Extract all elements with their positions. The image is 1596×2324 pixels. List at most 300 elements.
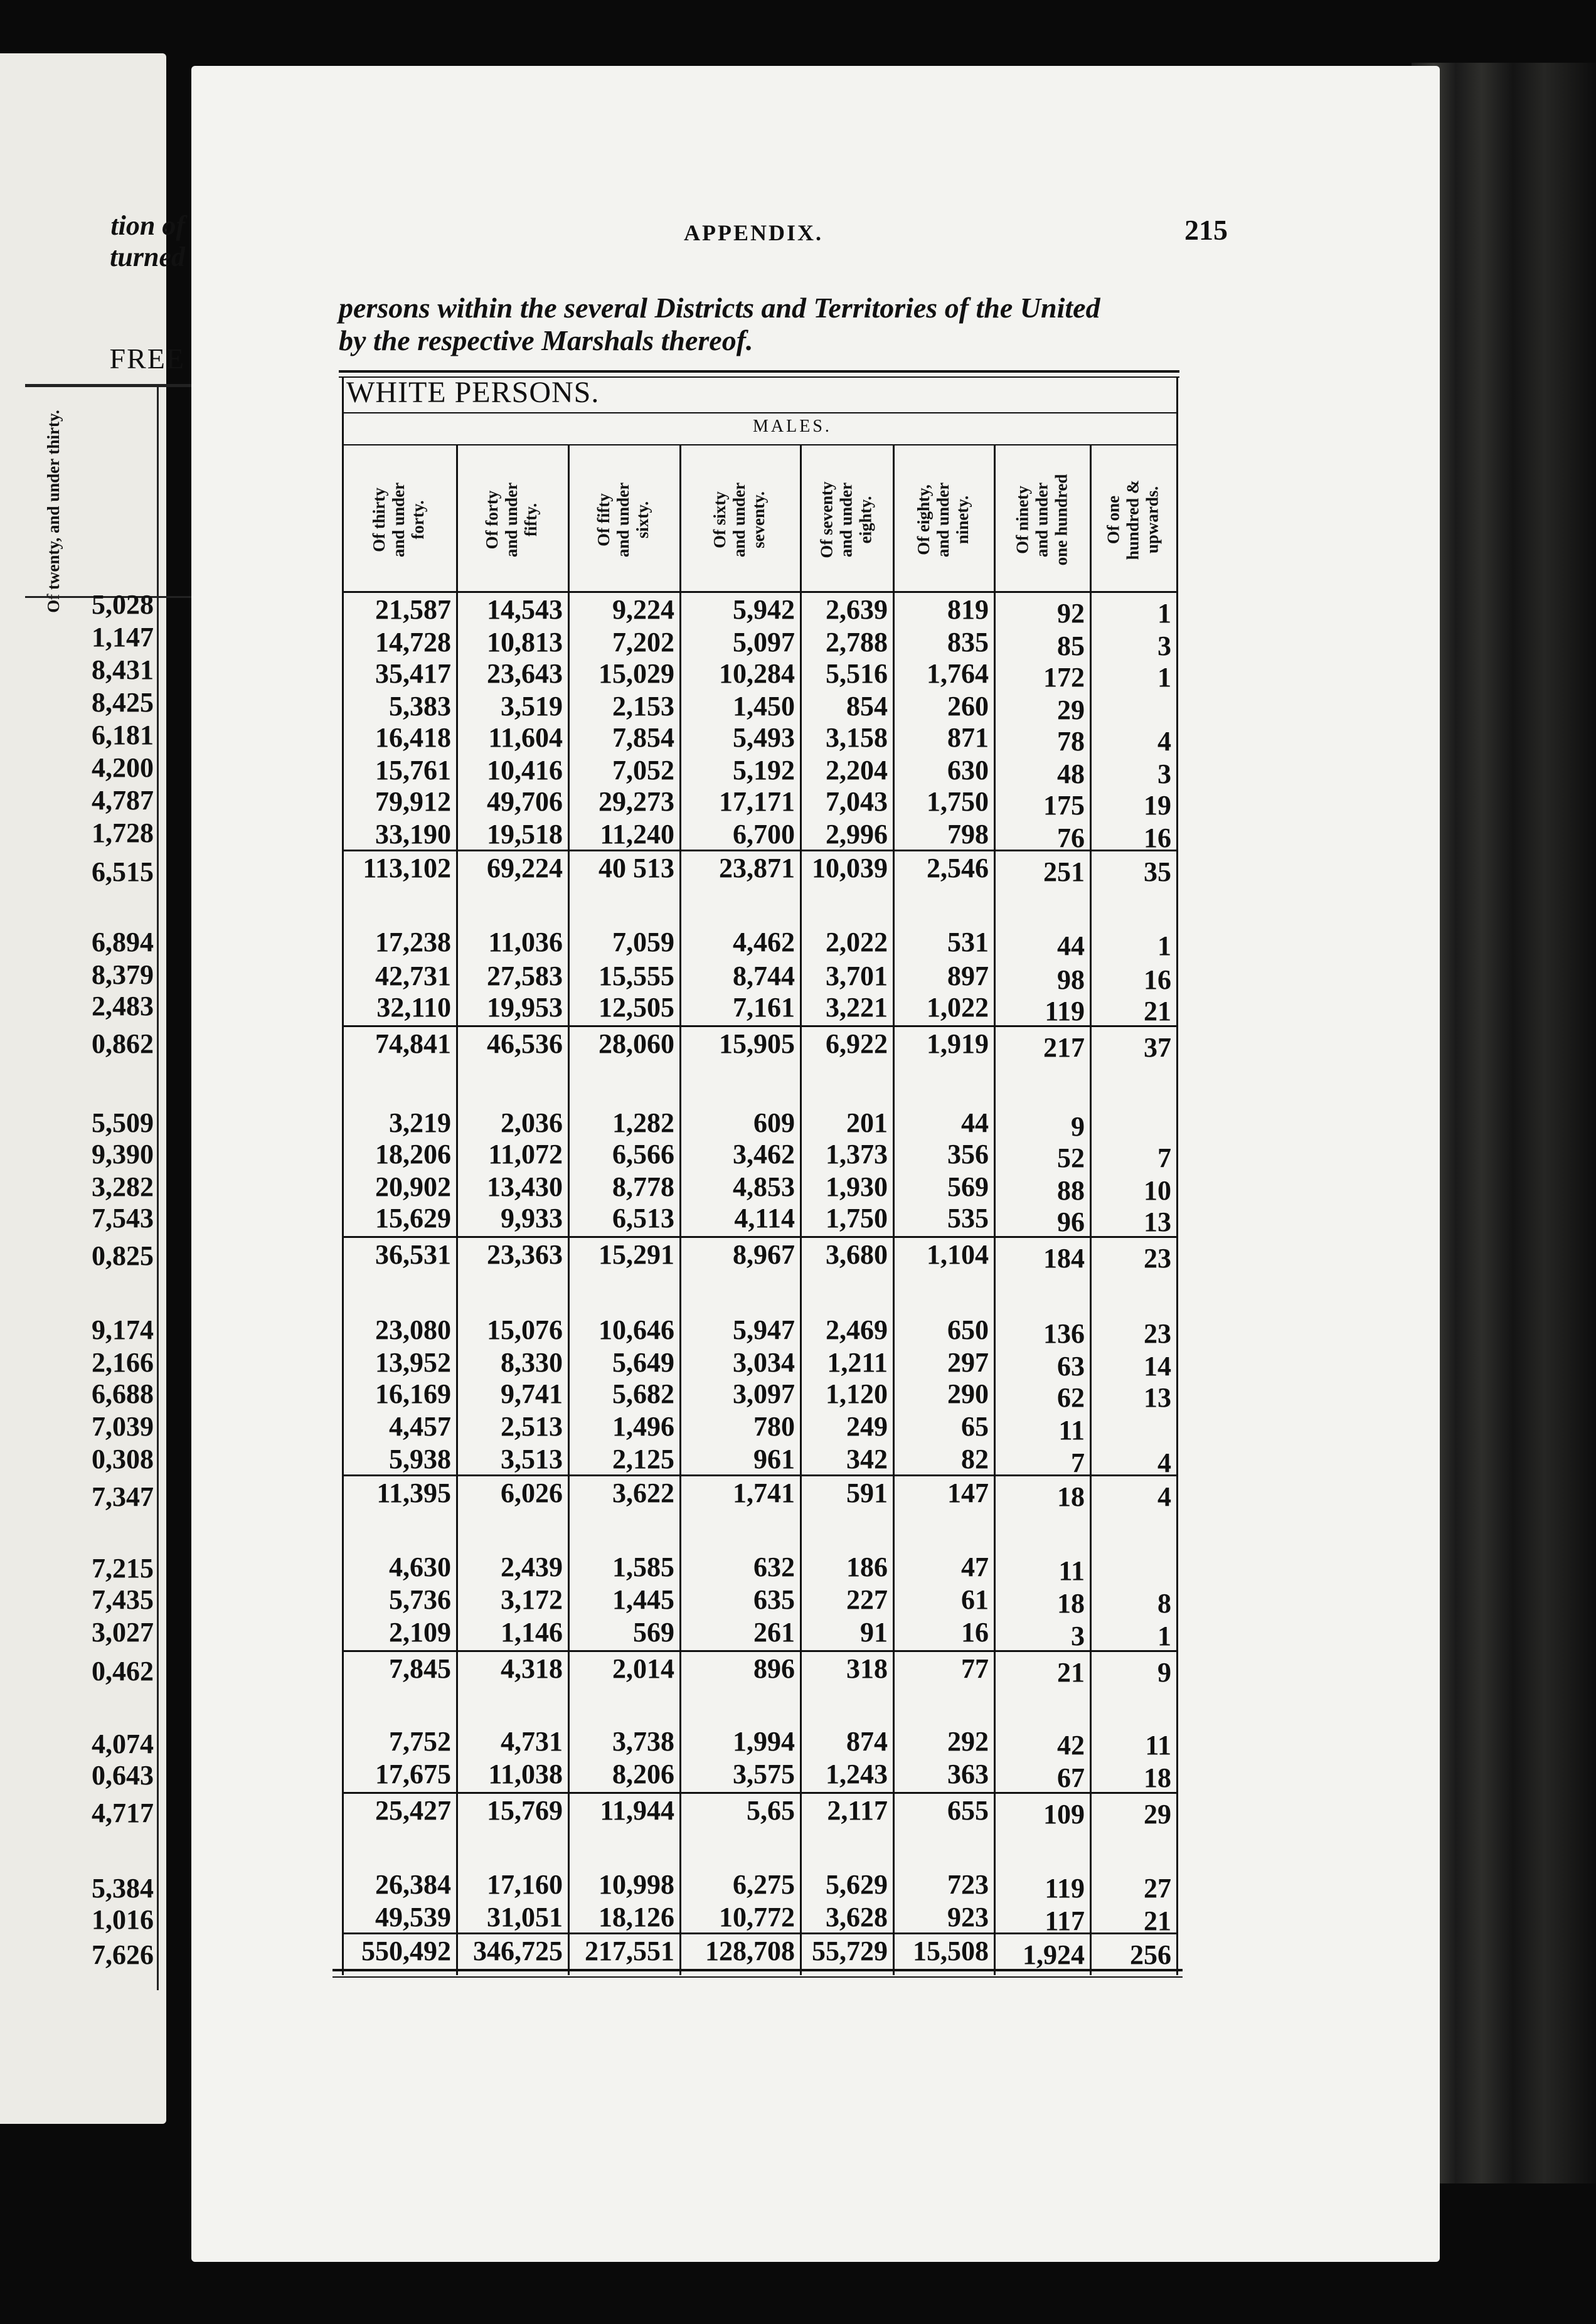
- left-column-value: 7,215: [92, 1553, 154, 1584]
- left-column-value: 0,862: [92, 1028, 154, 1059]
- table-cell: 11,240: [600, 819, 674, 850]
- table-cell: 2,996: [826, 819, 888, 850]
- table-cell: 63: [1057, 1351, 1085, 1382]
- table-cell: 76: [1057, 823, 1085, 853]
- table-cell: 8,778: [612, 1171, 674, 1202]
- table-cell: 5,097: [733, 627, 795, 658]
- column-header-text: Of seventy and under eighty.: [817, 481, 875, 558]
- table-cell: 6,566: [612, 1139, 674, 1170]
- left-column-value: 5,384: [92, 1873, 154, 1904]
- table-cell: 29,273: [598, 786, 674, 817]
- table-cell: 897: [947, 961, 989, 991]
- table-cell: 569: [633, 1617, 674, 1648]
- table-cell: 96: [1057, 1207, 1085, 1237]
- subtotal-cell: 6,922: [826, 1028, 888, 1059]
- subtotal-cell: 36,531: [375, 1239, 451, 1270]
- table-cell: 201: [846, 1107, 888, 1138]
- table-cell: 6,275: [733, 1869, 795, 1900]
- left-column-value: 7,039: [92, 1411, 154, 1442]
- table-cell: 175: [1043, 790, 1085, 821]
- left-column-value: 4,717: [92, 1798, 154, 1828]
- column-header: [679, 450, 800, 589]
- table-cell: 16,418: [375, 722, 451, 753]
- table-cell: 2,788: [826, 627, 888, 658]
- table-cell: 11: [1058, 1555, 1085, 1586]
- page-number: 215: [1184, 214, 1228, 246]
- column-header: [342, 450, 456, 589]
- table-cell: 27: [1144, 1873, 1171, 1904]
- subtotal-cell: 113,102: [363, 853, 451, 883]
- left-column-header-text: Of twenty, and under thirty.: [44, 410, 63, 613]
- column-header-text: Of eighty, and under ninety.: [914, 482, 972, 557]
- table-cell: 2,469: [826, 1314, 888, 1345]
- table-cell: 18,206: [375, 1139, 451, 1170]
- table-cell: 3,462: [733, 1139, 795, 1170]
- table-cell: 3: [1071, 1621, 1085, 1651]
- table-cell: 227: [846, 1584, 888, 1615]
- table-cell: 3,172: [501, 1584, 563, 1615]
- left-column-value: 2,166: [92, 1347, 154, 1378]
- subtotal-cell: 896: [753, 1653, 795, 1684]
- subtotal-cell: 1,924: [1023, 1939, 1085, 1970]
- table-cell: 44: [1057, 930, 1085, 961]
- table-cell: 18: [1144, 1762, 1171, 1793]
- table-caption: [339, 292, 1248, 357]
- table-cell: 650: [947, 1314, 989, 1345]
- subtotal-cell: 3,622: [612, 1478, 674, 1508]
- table-cell: 7,059: [612, 927, 674, 957]
- table-cell: 871: [947, 722, 989, 753]
- subtotal-cell: 1,104: [927, 1239, 989, 1270]
- table-cell: 4,457: [389, 1411, 451, 1442]
- left-column-value: 4,787: [92, 785, 154, 816]
- table-cell: 5,947: [733, 1314, 795, 1345]
- table-cell: 2,022: [826, 927, 888, 957]
- table-cell: 5,938: [389, 1444, 451, 1474]
- subtotal-cell: 35: [1144, 856, 1171, 887]
- table-cell: 1,120: [826, 1378, 888, 1409]
- subtotal-cell: 15,291: [598, 1239, 674, 1270]
- table-cell: 117: [1045, 1906, 1085, 1936]
- table-cell: 1,750: [826, 1203, 888, 1234]
- table-cell: 290: [947, 1378, 989, 1409]
- table-cell: 67: [1057, 1762, 1085, 1793]
- table-cell: 4: [1157, 726, 1171, 757]
- subtotal-cell: 128,708: [705, 1936, 795, 1966]
- table-cell: 1,994: [733, 1726, 795, 1757]
- table-cell: 92: [1057, 598, 1085, 629]
- column-header: [800, 450, 893, 589]
- table-cell: 1: [1157, 662, 1171, 693]
- table-cell: 5,493: [733, 722, 795, 753]
- table-cell: 23,643: [487, 658, 563, 689]
- subtotal-cell: 184: [1043, 1243, 1085, 1274]
- table-cell: 5,682: [612, 1378, 674, 1409]
- table-cell: 42,731: [375, 961, 451, 991]
- table-cell: 874: [846, 1726, 888, 1757]
- column-header-text: Of ninety and under one hundred: [1013, 474, 1070, 565]
- subtotal-cell: 346,725: [473, 1936, 563, 1966]
- table-cell: 4,630: [389, 1552, 451, 1582]
- table-cell: 15,761: [375, 755, 451, 786]
- subtotal-cell: 217: [1043, 1032, 1085, 1063]
- column-header: [893, 450, 994, 589]
- table-cell: 1,496: [612, 1411, 674, 1442]
- left-column-value: 8,379: [92, 959, 154, 990]
- table-cell: 13: [1144, 1382, 1171, 1413]
- left-column-value: 0,308: [92, 1444, 154, 1474]
- table-cell: 16: [961, 1617, 989, 1648]
- table-cell: 15,629: [375, 1203, 451, 1234]
- left-column-value: 4,200: [92, 752, 154, 783]
- table-cell: 3: [1157, 759, 1171, 789]
- table-cell: 723: [947, 1869, 989, 1900]
- table-cell: 2,109: [389, 1617, 451, 1648]
- table-cell: 292: [947, 1726, 989, 1757]
- subtotal-cell: 37: [1144, 1032, 1171, 1063]
- table-cell: 4,853: [733, 1171, 795, 1202]
- table-cell: 342: [846, 1444, 888, 1474]
- column-header-text: Of fifty and under sixty.: [594, 482, 652, 557]
- left-column-value: 4,074: [92, 1729, 154, 1759]
- table-cell: 5,383: [389, 691, 451, 722]
- table-cell: 7,052: [612, 755, 674, 786]
- table-cell: 2,204: [826, 755, 888, 786]
- table-cell: 4,462: [733, 927, 795, 957]
- subtotal-cell: 69,224: [487, 853, 563, 883]
- subtotal-cell: 6,026: [501, 1478, 563, 1508]
- subtotal-cell: 318: [846, 1653, 888, 1684]
- left-column-value: 1,016: [92, 1904, 154, 1935]
- table-cell: 1,930: [826, 1171, 888, 1202]
- table-cell: 16,169: [375, 1378, 451, 1409]
- subtotal-cell: 46,536: [487, 1028, 563, 1059]
- table-cell: 19: [1144, 790, 1171, 821]
- table-cell: 5,736: [389, 1584, 451, 1615]
- table-cell: 2,036: [501, 1107, 563, 1138]
- table-cell: 819: [947, 594, 989, 625]
- table-cell: 33,190: [375, 819, 451, 850]
- table-cell: 1,282: [612, 1107, 674, 1138]
- table-cell: 569: [947, 1171, 989, 1202]
- subtotal-rule: [342, 1025, 1176, 1027]
- subtotal-cell: 2,014: [612, 1653, 674, 1684]
- left-column-value: 0,825: [92, 1240, 154, 1271]
- table-cell: 10,646: [598, 1314, 674, 1345]
- table-cell: 7: [1071, 1447, 1085, 1478]
- table-cell: 780: [753, 1411, 795, 1442]
- left-header-line: tion of: [110, 210, 185, 241]
- table-cell: 260: [947, 691, 989, 722]
- subtotal-cell: 550,492: [361, 1936, 451, 1966]
- table-cell: 119: [1045, 996, 1085, 1026]
- subtotal-cell: 655: [947, 1795, 989, 1826]
- table-cell: 98: [1057, 964, 1085, 995]
- left-column-value: 1,728: [92, 818, 154, 848]
- table-cell: 44: [961, 1107, 989, 1138]
- table-cell: 630: [947, 755, 989, 786]
- table-cell: 186: [846, 1552, 888, 1582]
- left-column-value: 9,174: [92, 1314, 154, 1345]
- table-cell: 27,583: [487, 961, 563, 991]
- subtotal-cell: 9: [1157, 1657, 1171, 1688]
- column-header: [994, 450, 1090, 589]
- table-cell: 923: [947, 1902, 989, 1932]
- table-cell: 62: [1057, 1382, 1085, 1413]
- caption-line: persons within the several Districts and Territories of the United: [339, 292, 1100, 324]
- column-header-text: Of one hundred & upwards.: [1104, 479, 1162, 560]
- table-cell: 11,072: [488, 1139, 563, 1170]
- table-cell: 10,284: [719, 658, 795, 689]
- running-head: APPENDIX.: [684, 220, 823, 245]
- table-cell: 82: [961, 1444, 989, 1474]
- left-column-value: 8,425: [92, 687, 154, 718]
- table-cell: 1,764: [927, 658, 989, 689]
- section-title-rule: [342, 412, 1176, 413]
- table-cell: 17,171: [719, 786, 795, 817]
- table-cell: 835: [947, 627, 989, 658]
- table-cell: 8: [1157, 1588, 1171, 1619]
- table-cell: 261: [753, 1617, 795, 1648]
- left-column-value: 6,181: [92, 720, 154, 750]
- subtotal-cell: 23: [1144, 1243, 1171, 1274]
- table-cell: 249: [846, 1411, 888, 1442]
- left-column-value: 6,688: [92, 1378, 154, 1409]
- table-cell: 3,097: [733, 1378, 795, 1409]
- table-cell: 1,146: [501, 1617, 563, 1648]
- table-cell: 2,153: [612, 691, 674, 722]
- table-cell: 17,675: [375, 1759, 451, 1789]
- subtotal-cell: 23,871: [719, 853, 795, 883]
- table-cell: 1,211: [827, 1347, 888, 1378]
- subtotal-cell: 256: [1130, 1939, 1171, 1970]
- left-column-value: 0,643: [92, 1760, 154, 1791]
- table-cell: 3,034: [733, 1347, 795, 1378]
- table-cell: 49,706: [487, 786, 563, 817]
- table-cell: 1,750: [927, 786, 989, 817]
- subtotal-cell: 2,117: [827, 1795, 888, 1826]
- table-cell: 8,206: [612, 1759, 674, 1789]
- table-cell: 78: [1057, 726, 1085, 757]
- left-column-value: 7,543: [92, 1203, 154, 1234]
- caption-line: by the respective Marshals thereof.: [339, 324, 753, 356]
- subtotal-cell: 591: [846, 1478, 888, 1508]
- table-cell: 1,022: [927, 992, 989, 1023]
- table-cell: 3,738: [612, 1726, 674, 1757]
- left-column-value: 1,147: [92, 622, 154, 653]
- table-cell: 5,516: [826, 658, 888, 689]
- table-cell: 18,126: [598, 1902, 674, 1932]
- table-cell: 13: [1144, 1207, 1171, 1237]
- subtotal-cell: 217,551: [585, 1936, 674, 1966]
- table-cell: 14,728: [375, 627, 451, 658]
- subtotal-cell: 21: [1057, 1657, 1085, 1688]
- table-cell: 19,953: [487, 992, 563, 1023]
- table-bottom-rule: [332, 1976, 1183, 1978]
- table-cell: 7,161: [733, 992, 795, 1023]
- table-cell: 1,445: [612, 1584, 674, 1615]
- table-cell: 11: [1058, 1415, 1085, 1446]
- section-title: WHITE PERSONS.: [346, 376, 600, 409]
- table-cell: 12,505: [598, 992, 674, 1023]
- table-cell: 14,543: [487, 594, 563, 625]
- table-cell: 35,417: [375, 658, 451, 689]
- subtotal-cell: 15,769: [487, 1795, 563, 1826]
- left-column-value: 7,435: [92, 1584, 154, 1615]
- left-column-value: 9,390: [92, 1139, 154, 1170]
- column-header-text: Of sixty and under seventy.: [710, 482, 769, 557]
- subtotal-cell: 18: [1057, 1481, 1085, 1512]
- table-cell: 7,854: [612, 722, 674, 753]
- table-cell: 2,639: [826, 594, 888, 625]
- subtotal-cell: 7,845: [389, 1653, 451, 1684]
- table-cell: 356: [947, 1139, 989, 1170]
- subtotal-cell: 25,427: [375, 1795, 451, 1826]
- subtotal-cell: 15,905: [719, 1028, 795, 1059]
- table-cell: 3,221: [826, 992, 888, 1023]
- table-cell: 961: [753, 1444, 795, 1474]
- subtotal-cell: 23,363: [487, 1239, 563, 1270]
- table-cell: 3,575: [733, 1759, 795, 1789]
- table-cell: 5,629: [826, 1869, 888, 1900]
- subtotal-cell: 1,741: [733, 1478, 795, 1508]
- table-top-rule: [339, 370, 1179, 373]
- table-cell: 10,998: [598, 1869, 674, 1900]
- table-cell: 609: [753, 1107, 795, 1138]
- table-cell: 535: [947, 1203, 989, 1234]
- table-cell: 1: [1157, 1621, 1171, 1651]
- table-cell: 1,585: [612, 1552, 674, 1582]
- table-cell: 88: [1057, 1175, 1085, 1206]
- table-cell: 16: [1144, 823, 1171, 853]
- left-column-line: [157, 384, 159, 1990]
- subtotal-cell: 15,508: [913, 1936, 989, 1966]
- subtotal-cell: 3,680: [826, 1239, 888, 1270]
- left-column-value: 0,462: [92, 1656, 154, 1687]
- table-cell: 18: [1057, 1588, 1085, 1619]
- table-cell: 635: [753, 1584, 795, 1615]
- subtotal-cell: 4,318: [501, 1653, 563, 1684]
- subtotal-cell: 5,65: [747, 1795, 795, 1826]
- column-header: [568, 450, 679, 589]
- table-cell: 9,224: [612, 594, 674, 625]
- table-cell: 32,110: [376, 992, 451, 1023]
- subtotal-cell: 251: [1043, 856, 1085, 887]
- table-cell: 3,701: [826, 961, 888, 991]
- left-rule: [25, 384, 191, 387]
- table-cell: 65: [961, 1411, 989, 1442]
- table-cell: 2,125: [612, 1444, 674, 1474]
- left-page-header: [35, 210, 185, 273]
- subtotal-cell: 29: [1144, 1799, 1171, 1830]
- table-cell: 7,043: [826, 786, 888, 817]
- table-cell: 1: [1157, 930, 1171, 961]
- table-cell: 6,513: [612, 1203, 674, 1234]
- table-cell: 1,373: [826, 1139, 888, 1170]
- table-cell: 3,628: [826, 1902, 888, 1932]
- table-cell: 4,731: [501, 1726, 563, 1757]
- table-cell: 1,243: [826, 1759, 888, 1789]
- table-cell: 3,519: [501, 691, 563, 722]
- subtotal-cell: 1,919: [927, 1028, 989, 1059]
- left-column-value: 6,515: [92, 856, 154, 887]
- table-cell: 6,700: [733, 819, 795, 850]
- left-column-value: 5,509: [92, 1107, 154, 1138]
- table-cell: 3,158: [826, 722, 888, 753]
- subtotal-cell: 109: [1043, 1799, 1085, 1830]
- subtotal-rule: [342, 850, 1176, 851]
- subtotal-rule: [342, 1650, 1176, 1652]
- table-cell: 23: [1144, 1318, 1171, 1349]
- table-cell: 11,038: [488, 1759, 563, 1789]
- table-cell: 13,430: [487, 1171, 563, 1202]
- table-cell: 21: [1144, 1906, 1171, 1936]
- table-cell: 11,604: [488, 722, 563, 753]
- table-cell: 10,416: [487, 755, 563, 786]
- table-cell: 7: [1157, 1143, 1171, 1173]
- table-cell: 531: [947, 927, 989, 957]
- table-cell: 21,587: [375, 594, 451, 625]
- table-cell: 15,555: [598, 961, 674, 991]
- left-column-value: 8,431: [92, 654, 154, 685]
- table-cell: 136: [1043, 1318, 1085, 1349]
- table-cell: 7,752: [389, 1726, 451, 1757]
- table-cell: 9,933: [501, 1203, 563, 1234]
- table-cell: 5,192: [733, 755, 795, 786]
- table-cell: 1: [1157, 598, 1171, 629]
- table-cell: 11: [1145, 1730, 1171, 1761]
- table-cell: 632: [753, 1552, 795, 1582]
- subtotal-rule: [342, 1932, 1176, 1934]
- left-column-value: 3,027: [92, 1617, 154, 1648]
- table-cell: 42: [1057, 1730, 1085, 1761]
- group-label: MALES.: [753, 417, 832, 436]
- table-cell: 4: [1157, 1447, 1171, 1478]
- table-cell: 9,741: [501, 1378, 563, 1409]
- table-cell: 8,330: [501, 1347, 563, 1378]
- table-cell: 854: [846, 691, 888, 722]
- table-cell: 9: [1071, 1111, 1085, 1142]
- left-column-value: 7,347: [92, 1481, 154, 1512]
- table-cell: 20,902: [375, 1171, 451, 1202]
- table-cell: 14: [1144, 1351, 1171, 1382]
- table-cell: 91: [860, 1617, 888, 1648]
- table-cell: 3,513: [501, 1444, 563, 1474]
- left-column-value: 7,626: [92, 1939, 154, 1970]
- left-column-value: 5,028: [92, 589, 154, 620]
- table-cell: 19,518: [487, 819, 563, 850]
- left-column-header: [25, 410, 82, 613]
- table-cell: 10: [1144, 1175, 1171, 1206]
- table-cell: 798: [947, 819, 989, 850]
- table-cell: 48: [1057, 759, 1085, 789]
- column-header-text: Of forty and under fifty.: [482, 482, 541, 557]
- table-cell: 29: [1057, 695, 1085, 725]
- subtotal-cell: 147: [947, 1478, 989, 1508]
- table-cell: 172: [1043, 662, 1085, 693]
- table-cell: 3,219: [389, 1107, 451, 1138]
- subtotal-rule: [342, 1792, 1176, 1794]
- left-column-value: 6,894: [92, 927, 154, 957]
- table-cell: 5,942: [733, 594, 795, 625]
- table-cell: 49,539: [375, 1902, 451, 1932]
- left-column-value: 2,483: [92, 991, 154, 1021]
- subtotal-cell: 4: [1157, 1481, 1171, 1512]
- table-cell: 7,202: [612, 627, 674, 658]
- table-cell: 17,238: [375, 927, 451, 957]
- subtotal-cell: 2,546: [927, 853, 989, 883]
- subtotal-cell: 11,395: [376, 1478, 451, 1508]
